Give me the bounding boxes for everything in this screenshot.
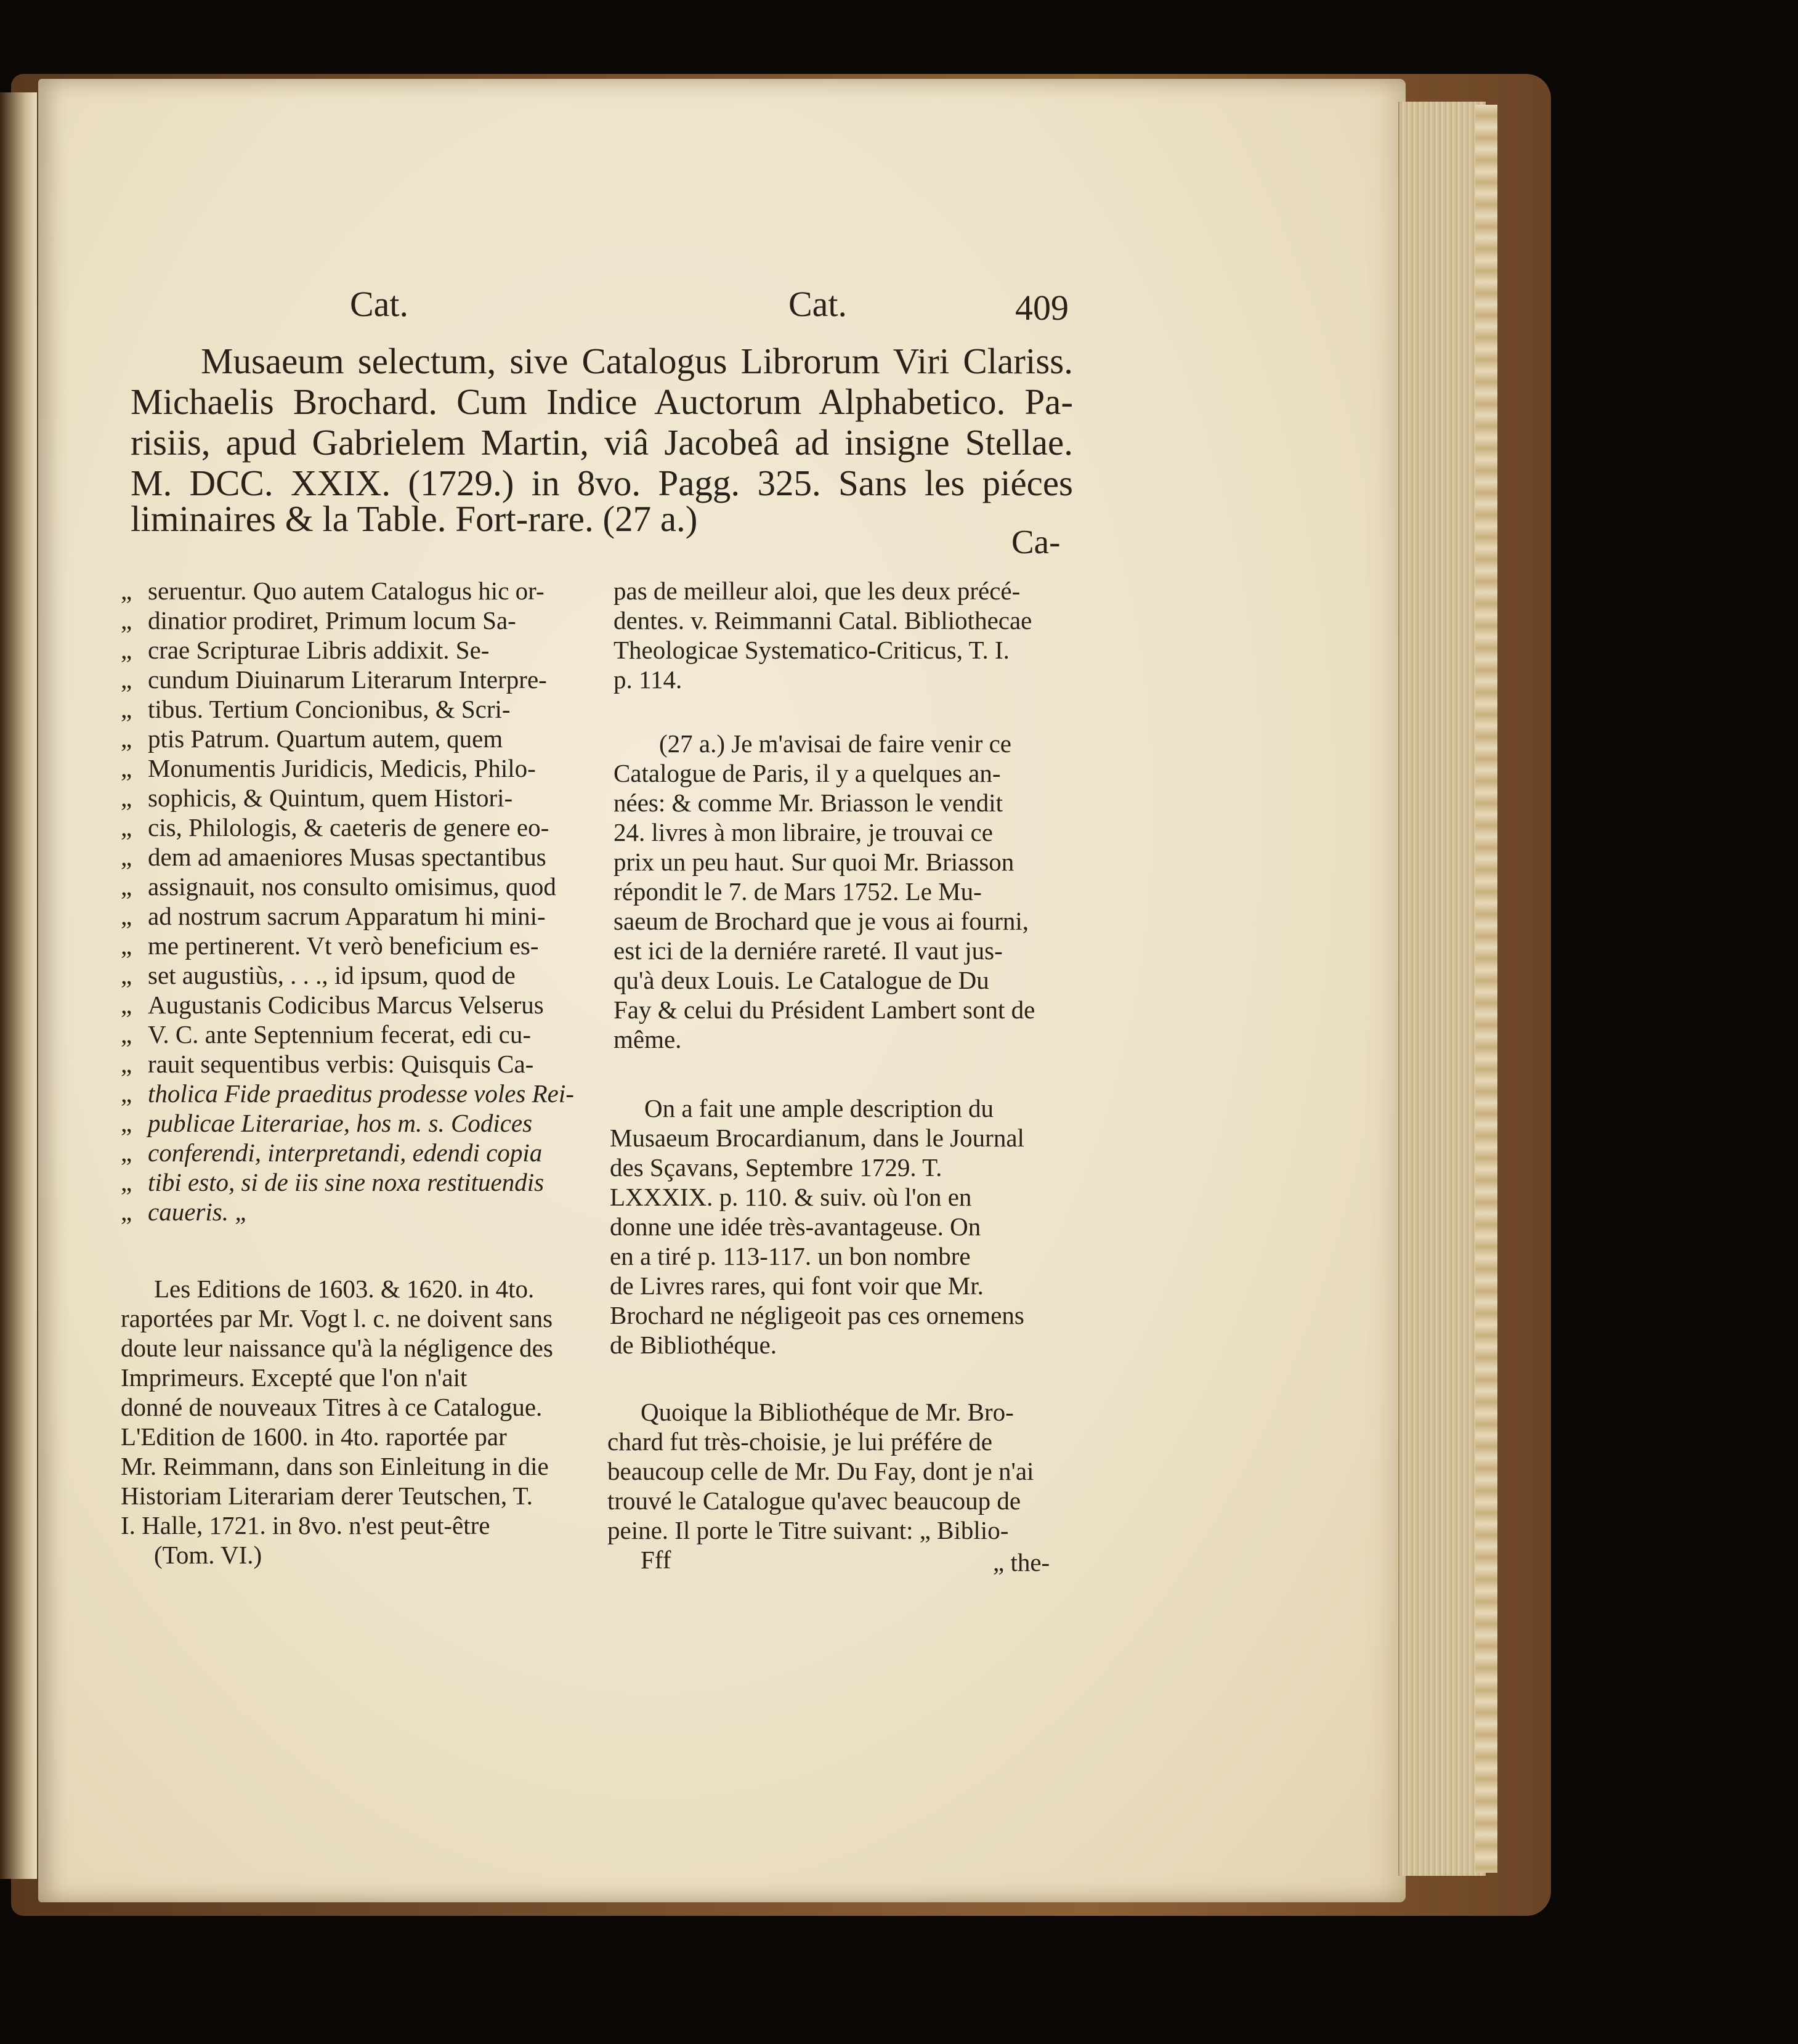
quote-line: „ seruentur. Quo autem Catalogus hic or- [121,577,545,605]
volume-note: (Tom. VI.) [154,1541,262,1569]
right-para-line: est ici de la derniére rareté. Il vaut jus- [614,936,1003,965]
entry-line: Musaeum selectum, sive Catalogus Librorum Viri Clariss. [201,341,1073,381]
right-para-line: qu'à deux Louis. Le Catalogue de Du [614,966,989,994]
quote-line: „ set augustiùs, . . ., id ipsum, quod de [121,961,516,989]
right-para-line: Catalogue de Paris, il y a quelques an- [614,759,1001,787]
left-para-line: L'Edition de 1600. in 4to. raportée par [121,1422,507,1451]
right-para-line: Brochard ne négligeoit pas ces ornemens [610,1301,1024,1329]
quote-line: „ conferendi, interpretandi, edendi copia [121,1138,543,1167]
left-page-edge [0,92,37,1879]
left-para-line: Historiam Literariam derer Teutschen, T. [121,1482,533,1510]
right-para-line: LXXXIX. p. 110. & suiv. où l'on en [610,1183,972,1211]
quote-line: „ ad nostrum sacrum Apparatum hi mini- [121,902,546,930]
right-para-line: p. 114. [614,665,682,694]
right-para-line: pas de meilleur aloi, que les deux précé- [614,577,1021,605]
left-para-line: raportées par Mr. Vogt l. c. ne doivent sans [121,1304,553,1332]
catchword: „ the- [993,1548,1050,1576]
right-para-line: Quoique la Bibliothéque de Mr. Bro- [641,1398,1014,1426]
right-para-line: Fay & celui du Président Lambert sont de [614,996,1035,1024]
signature-mark: Fff [641,1546,671,1574]
left-para-line: Mr. Reimmann, dans son Einleitung in die [121,1452,549,1480]
quote-line: „ crae Scripturae Libris addixit. Se- [121,636,490,664]
quote-line: „ ptis Patrum. Quartum autem, quem [121,724,503,753]
quote-line: „ dem ad amaeniores Musas spectantibus [121,843,546,871]
quote-line: „ Augustanis Codicibus Marcus Velserus [121,991,544,1019]
entry-line: M. DCC. XXIX. (1729.) in 8vo. Pagg. 325. Sans les piéces [131,463,1073,503]
quote-line: „ dinatior prodiret, Primum locum Sa- [121,606,516,635]
entry-line: risiis, apud Gabrielem Martin, viâ Jacobeâ ad insigne Stellae. [131,422,1073,463]
entry-line: Michaelis Brochard. Cum Indice Auctorum Alphabetico. Pa- [131,381,1073,422]
quote-line: „ tibus. Tertium Concionibus, & Scri- [121,695,511,723]
right-para-line: trouvé le Catalogue qu'avec beaucoup de [607,1486,1021,1515]
right-para-line: des Sçavans, Septembre 1729. T. [610,1153,942,1182]
page-number: 409 [1015,288,1069,328]
quote-line: „ sophicis, & Quintum, quem Histori- [121,784,513,812]
quote-line: „ Monumentis Juridicis, Medicis, Philo- [121,754,536,782]
quote-line: „ assignauit, nos consulto omisimus, quod [121,872,556,901]
right-para-line: dentes. v. Reimmanni Catal. Bibliothecae [614,606,1032,635]
quote-line: „ tholica Fide praeditus prodesse voles Rei- [121,1079,574,1108]
quote-line: „ caueris. „ [121,1198,249,1226]
quote-line: „ publicae Literariae, hos m. s. Codices [121,1109,533,1137]
left-para-line: I. Halle, 1721. in 8vo. n'est peut-être [121,1511,490,1539]
left-para-line: Les Editions de 1603. & 1620. in 4to. [154,1275,535,1303]
quote-line: „ rauit sequentibus verbis: Quisquis Ca- [121,1050,534,1078]
page-fore-edge [1398,102,1486,1876]
quote-line: „ cundum Diuinarum Literarum Interpre- [121,665,547,694]
right-para-line: de Bibliothéque. [610,1331,777,1359]
right-para-line: en a tiré p. 113-117. un bon nombre [610,1242,971,1270]
header-left-word: Cat. [350,284,409,324]
quote-line: „ V. C. ante Septennium fecerat, edi cu- [121,1020,532,1048]
right-para-line: beaucoup celle de Mr. Du Fay, dont je n'ai [607,1457,1034,1485]
right-para-line: même. [614,1025,682,1053]
quote-line: „ me pertinerent. Vt verò beneficium es- [121,931,539,960]
right-para-line: répondit le 7. de Mars 1752. Le Mu- [614,877,982,906]
right-para-line: Theologicae Systematico-Criticus, T. I. [614,636,1010,664]
right-para-line: On a fait une ample description du [644,1094,994,1122]
quote-line: „ tibi esto, si de iis sine noxa restituendis [121,1168,545,1196]
left-para-line: donné de nouveaux Titres à ce Catalogue. [121,1393,543,1421]
quote-line: „ cis, Philologis, & caeteris de genere eo- [121,813,549,842]
right-para-line: prix un peu haut. Sur quoi Mr. Briasson [614,848,1014,876]
left-para-line: Imprimeurs. Excepté que l'on n'ait [121,1363,468,1392]
header-center-word: Cat. [788,284,848,324]
right-para-line: nées: & comme Mr. Briasson le vendit [614,789,1003,817]
right-para-line: saeum de Brochard que je vous ai fourni, [614,907,1029,935]
decorated-edge [1475,105,1497,1873]
left-para-line: doute leur naissance qu'à la négligence des [121,1334,553,1362]
right-para-line: de Livres rares, qui font voir que Mr. [610,1271,984,1300]
entry-line: liminaires & la Table. Fort-rare. (27 a.) [131,498,698,539]
right-para-line: 24. livres à mon libraire, je trouvai ce [614,818,993,846]
right-para-line: peine. Il porte le Titre suivant: „ Biblio- [607,1516,1009,1544]
catchword-top: Ca- [1011,523,1061,561]
right-para-line: Musaeum Brocardianum, dans le Journal [610,1124,1024,1152]
right-para-line: donne une idée très-avantageuse. On [610,1212,981,1241]
right-para-line: (27 a.) Je m'avisai de faire venir ce [659,729,1011,758]
right-para-line: chard fut très-choisie, je lui préfére de [607,1427,992,1456]
